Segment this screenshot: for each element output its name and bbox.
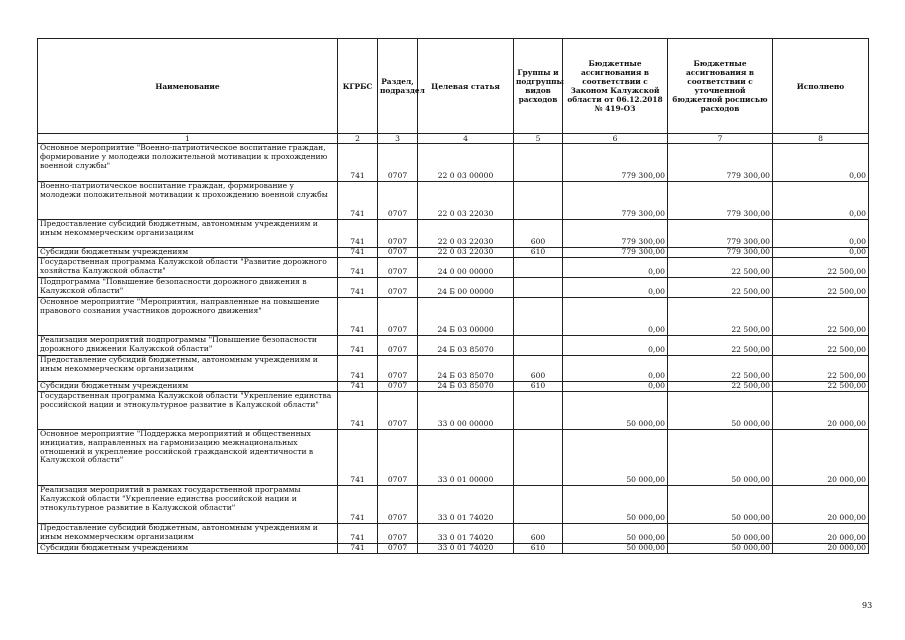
column-number: 3 [378,134,418,144]
row-razdel: 0707 [378,220,418,248]
row-razdel: 0707 [378,182,418,220]
row-razdel: 0707 [378,144,418,182]
row-kgrbs: 741 [338,382,378,392]
row-budget-law: 779 300,00 [563,182,668,220]
header-row [38,39,869,134]
row-razdel: 0707 [378,524,418,544]
row-razdel: 0707 [378,336,418,356]
table-row [38,182,869,220]
column-number: 2 [338,134,378,144]
table-row [38,144,869,182]
row-group: 610 [514,248,563,258]
table-row [38,278,869,298]
table-row [38,298,869,336]
row-budget-law: 0,00 [563,382,668,392]
table-row [38,248,869,258]
header-group: Группы и подгруппы видов расходов [514,39,563,134]
column-number-row [38,134,869,144]
table-row [38,258,869,278]
row-kgrbs: 741 [338,298,378,336]
row-kgrbs: 741 [338,336,378,356]
table-row [38,392,869,430]
column-number: 7 [668,134,773,144]
row-budget-refined: 779 300,00 [668,144,773,182]
row-target: 24 Б 03 00000 [418,298,514,336]
row-done: 22 500,00 [773,278,869,298]
row-kgrbs: 741 [338,258,378,278]
row-razdel: 0707 [378,486,418,524]
header-target: Целевая статья [418,39,514,134]
row-name: Основное мероприятие "Мероприятия, направленные на повышение правового сознания участников дорожного движения" [38,298,338,336]
row-name: Военно-патриотическое воспитание граждан, формирование у молодежи положительной мотивации к прохождению военной службы [38,182,338,220]
row-kgrbs: 741 [338,220,378,248]
row-kgrbs: 741 [338,356,378,382]
row-done: 22 500,00 [773,382,869,392]
row-name: Подпрограмма "Повышение безопасности дорожного движения в Калужской области" [38,278,338,298]
table-row [38,544,869,554]
column-number: 8 [773,134,869,144]
row-group: 610 [514,382,563,392]
row-kgrbs: 741 [338,278,378,298]
row-group [514,182,563,220]
row-target: 33 0 01 74020 [418,524,514,544]
row-group: 610 [514,544,563,554]
table-row [38,382,869,392]
row-budget-refined: 779 300,00 [668,248,773,258]
row-done: 20 000,00 [773,486,869,524]
row-group [514,298,563,336]
row-razdel: 0707 [378,544,418,554]
row-done: 0,00 [773,248,869,258]
row-razdel: 0707 [378,356,418,382]
row-target: 24 Б 03 85070 [418,336,514,356]
row-budget-refined: 22 500,00 [668,298,773,336]
row-name: Субсидии бюджетным учреждениям [38,248,338,258]
row-done: 20 000,00 [773,544,869,554]
row-razdel: 0707 [378,430,418,486]
table-row [38,336,869,356]
table-body [38,144,869,554]
row-done: 20 000,00 [773,430,869,486]
row-budget-refined: 50 000,00 [668,486,773,524]
row-budget-refined: 50 000,00 [668,392,773,430]
row-group: 600 [514,356,563,382]
page-number: 93 [862,601,873,610]
row-name: Основное мероприятие "Военно-патриотическое воспитание граждан, формирование у молодежи положительной мотивации к прохождению военной службы" [38,144,338,182]
row-razdel: 0707 [378,248,418,258]
row-group [514,486,563,524]
row-budget-refined: 779 300,00 [668,182,773,220]
row-target: 24 Б 00 00000 [418,278,514,298]
row-done: 0,00 [773,182,869,220]
row-budget-law: 779 300,00 [563,220,668,248]
row-done: 22 500,00 [773,258,869,278]
row-budget-law: 50 000,00 [563,392,668,430]
row-target: 24 0 00 00000 [418,258,514,278]
row-group [514,258,563,278]
header-budget-refined: Бюджетные ассигнования в соответствии с уточненной бюджетной росписью расходов [668,39,773,134]
row-budget-law: 779 300,00 [563,248,668,258]
header-done: Исполнено [773,39,869,134]
row-target: 22 0 03 00000 [418,144,514,182]
row-budget-law: 0,00 [563,336,668,356]
row-target: 24 Б 03 85070 [418,382,514,392]
row-group: 600 [514,220,563,248]
row-kgrbs: 741 [338,524,378,544]
table-row [38,486,869,524]
row-name: Субсидии бюджетным учреждениям [38,382,338,392]
row-done: 20 000,00 [773,392,869,430]
row-group: 600 [514,524,563,544]
table-row [38,220,869,248]
row-target: 22 0 03 22030 [418,220,514,248]
row-done: 0,00 [773,144,869,182]
row-done: 22 500,00 [773,336,869,356]
budget-table [37,38,869,554]
row-budget-law: 50 000,00 [563,524,668,544]
row-name: Государственная программа Калужской области "Развитие дорожного хозяйства Калужской области" [38,258,338,278]
row-razdel: 0707 [378,278,418,298]
column-number: 4 [418,134,514,144]
row-budget-law: 50 000,00 [563,486,668,524]
column-number: 5 [514,134,563,144]
row-budget-refined: 22 500,00 [668,278,773,298]
row-target: 22 0 03 22030 [418,248,514,258]
row-name: Предоставление субсидий бюджетным, автономным учреждениям и иным некоммерческим организациям [38,356,338,382]
row-budget-refined: 779 300,00 [668,220,773,248]
row-budget-refined: 22 500,00 [668,336,773,356]
row-kgrbs: 741 [338,144,378,182]
column-number: 6 [563,134,668,144]
row-target: 24 Б 03 85070 [418,356,514,382]
row-group [514,278,563,298]
row-name: Реализация мероприятий в рамках государственной программы Калужской области "Укрепление единства российской нации и этнокультурное развитие в Калужской области" [38,486,338,524]
row-done: 0,00 [773,220,869,248]
row-budget-law: 779 300,00 [563,144,668,182]
row-razdel: 0707 [378,298,418,336]
row-budget-law: 0,00 [563,258,668,278]
row-razdel: 0707 [378,258,418,278]
row-target: 33 0 00 00000 [418,392,514,430]
header-razdel: Раздел, подраздел [378,39,418,134]
row-budget-refined: 50 000,00 [668,524,773,544]
table-row [38,430,869,486]
row-budget-refined: 22 500,00 [668,382,773,392]
row-kgrbs: 741 [338,430,378,486]
row-budget-refined: 22 500,00 [668,356,773,382]
table-row [38,356,869,382]
row-group [514,336,563,356]
row-razdel: 0707 [378,382,418,392]
row-budget-law: 0,00 [563,298,668,336]
row-name: Основное мероприятие "Поддержка мероприятий и общественных инициатив, направленных на гармонизацию межнациональных отношений и укрепление российской гражданской идентичности в Калужской области" [38,430,338,486]
row-done: 22 500,00 [773,298,869,336]
row-name: Государственная программа Калужской области "Укрепление единства российской нации и этнокультурное развитие в Калужской области" [38,392,338,430]
row-name: Предоставление субсидий бюджетным, автономным учреждениям и иным некоммерческим организациям [38,524,338,544]
row-name: Субсидии бюджетным учреждениям [38,544,338,554]
row-name: Реализация мероприятий подпрограммы "Повышение безопасности дорожного движения Калужской области" [38,336,338,356]
row-razdel: 0707 [378,392,418,430]
row-kgrbs: 741 [338,486,378,524]
column-number: 1 [38,134,338,144]
row-group [514,430,563,486]
row-name: Предоставление субсидий бюджетным, автономным учреждениям и иным некоммерческим организациям [38,220,338,248]
row-target: 22 0 03 22030 [418,182,514,220]
row-budget-law: 50 000,00 [563,544,668,554]
row-budget-refined: 50 000,00 [668,430,773,486]
row-kgrbs: 741 [338,182,378,220]
row-group [514,392,563,430]
row-budget-refined: 50 000,00 [668,544,773,554]
header-budget-law: Бюджетные ассигнования в соответствии с Законом Калужской области от 06.12.2018 № 419-ОЗ [563,39,668,134]
row-kgrbs: 741 [338,392,378,430]
table-row [38,524,869,544]
row-budget-refined: 22 500,00 [668,258,773,278]
row-done: 22 500,00 [773,356,869,382]
row-done: 20 000,00 [773,524,869,544]
row-target: 33 0 01 74020 [418,486,514,524]
row-kgrbs: 741 [338,248,378,258]
row-budget-law: 0,00 [563,356,668,382]
header-name: Наименование [38,39,338,134]
header-kgrbs: КГРБС [338,39,378,134]
row-group [514,144,563,182]
row-kgrbs: 741 [338,544,378,554]
row-budget-law: 0,00 [563,278,668,298]
row-target: 33 0 01 00000 [418,430,514,486]
row-target: 33 0 01 74020 [418,544,514,554]
row-budget-law: 50 000,00 [563,430,668,486]
